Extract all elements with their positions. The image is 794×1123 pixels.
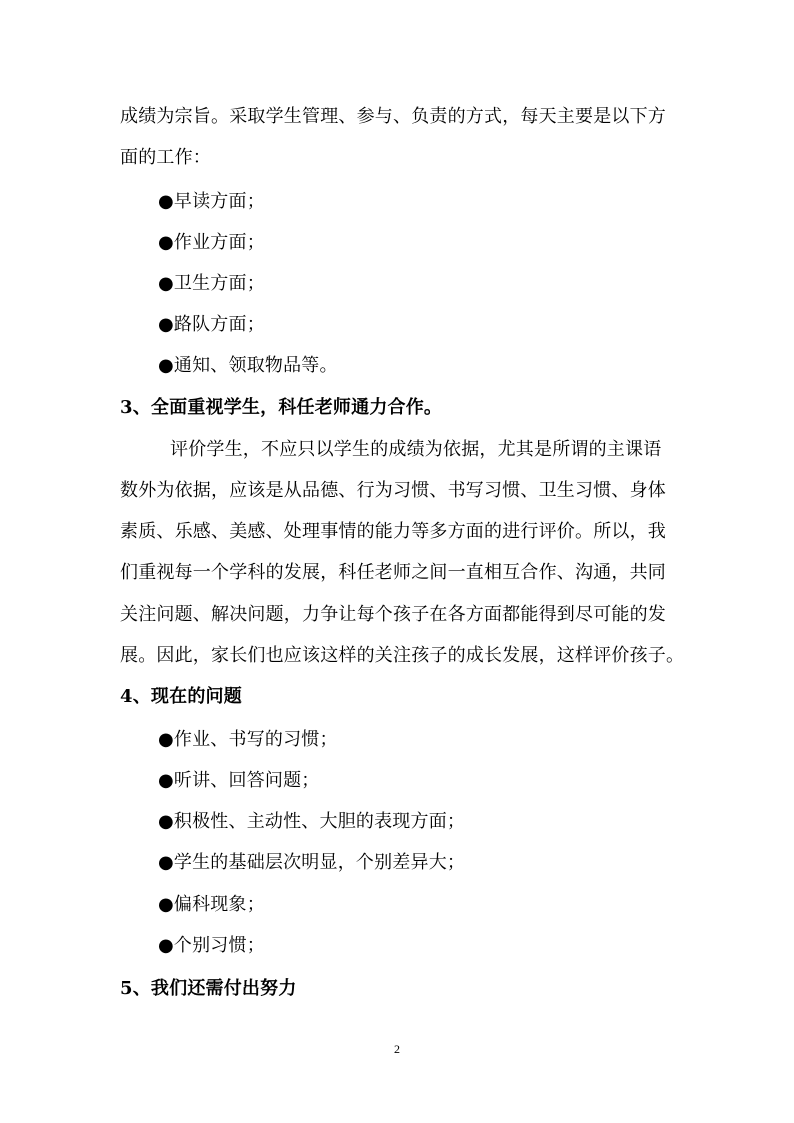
- section-heading: 4、现在的问题: [120, 686, 242, 707]
- bullet-item: ●早读方面；: [158, 191, 265, 212]
- paragraph-line: 们重视每一个学科的发展，科任老师之间一直相互合作、沟通，共同: [120, 562, 666, 583]
- bullet-item: ●学生的基础层次明显，个别差异大；: [158, 852, 466, 873]
- bullet-item: ●偏科现象；: [158, 894, 265, 915]
- paragraph-line: 素质、乐感、美感、处理事情的能力等多方面的进行评价。所以，我: [120, 521, 666, 542]
- bullet-item: ●作业、书写的习惯；: [158, 729, 338, 750]
- bullet-item: ●卫生方面；: [158, 273, 265, 294]
- bullet-item: ●通知、领取物品等。: [158, 355, 338, 376]
- bullet-item: ●个别习惯；: [158, 935, 265, 956]
- bullet-item: ●作业方面；: [158, 232, 265, 253]
- bullet-item: ●听讲、回答问题；: [158, 770, 320, 791]
- paragraph-line: 面的工作：: [120, 147, 211, 168]
- paragraph-line: 成绩为宗旨。采取学生管理、参与、负责的方式，每天主要是以下方: [120, 106, 666, 127]
- bullet-item: ●路队方面；: [158, 314, 265, 335]
- paragraph-line: 展。因此，家长们也应该这样的关注孩子的成长发展，这样评价孩子。: [120, 645, 685, 666]
- paragraph-line: 数外为依据，应该是从品德、行为习惯、书写习惯、卫生习惯、身体: [120, 480, 666, 501]
- section-heading: 3、全面重视学生，科任老师通力合作。: [120, 397, 443, 418]
- section-heading: 5、我们还需付出努力: [120, 978, 297, 999]
- paragraph-line: 评价学生，不应只以学生的成绩为依据，尤其是所谓的主课语: [170, 439, 662, 460]
- paragraph-line: 关注问题、解决问题，力争让每个孩子在各方面都能得到尽可能的发: [120, 604, 666, 625]
- bullet-item: ●积极性、主动性、大胆的表现方面；: [158, 811, 466, 832]
- page-number: 2: [394, 1042, 400, 1056]
